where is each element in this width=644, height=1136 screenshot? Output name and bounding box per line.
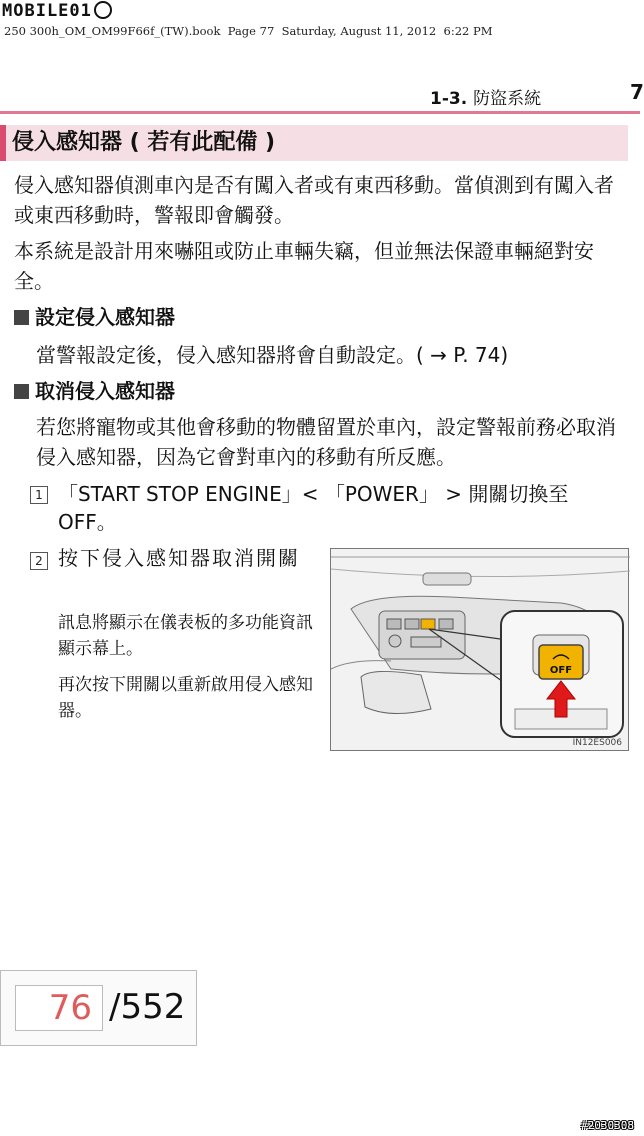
step-2-text: 按下侵入感知器取消開關 [58,546,300,570]
page-title: 侵入感知器 ( 若有此配備 ) [0,125,628,161]
section-title: 防盜系統 [473,89,542,109]
overhead-console-illustration [330,548,629,751]
cancel-body: 若您將寵物或其他會移動的物體留置於車內，設定警報前務必取消侵入感知器，因為它會對車內的移動有所反應。 [36,415,616,469]
section-header [430,84,541,109]
set-body-text: 當警報設定後，侵入感知器將會自動設定。( → P. 74) [36,343,509,367]
set-body [36,340,628,370]
watermark: #2030308 [581,1119,634,1132]
set-heading-text: 設定侵入感知器 [35,305,175,329]
section-number: 1-3. [430,89,468,109]
set-heading [14,302,175,332]
header-rule [0,111,640,114]
site-logo-text: MOBILE01 [2,1,92,21]
total-pages: /552 [109,987,186,1027]
page-counter [0,970,197,1046]
step-1-text: 「START STOP ENGINE」< 「POWER」 > 開關切換至 OFF。 [58,482,569,534]
off-button-label: OFF [549,665,573,676]
intro-paragraph-1: 侵入感知器偵測車內是否有闖入者或有東西移動。當偵測到有闖入者或東西移動時，警報即會觸發。 [14,173,614,227]
page-corner-number: 7 [630,80,644,104]
file-meta: 250 300h_OM_OM99F66f_(TW).book Page 77 Saturday, August 11, 2012 6:22 PM [4,24,493,38]
top-bar [0,0,640,22]
step-2-number: 2 [30,552,48,570]
figure-code: IN12ES006 [572,738,622,748]
current-page-input[interactable]: 76 [15,985,103,1031]
site-logo[interactable] [2,1,112,21]
square-bullet-icon [14,310,29,325]
note-1: 訊息將顯示在儀表板的多功能資訊顯示幕上。 [58,613,313,659]
cancel-heading-text: 取消侵入感知器 [35,379,175,403]
square-bullet-icon [14,384,29,399]
note-2: 再次按下開關以重新啟用侵入感知器。 [58,675,313,721]
intro-paragraph-2: 本系統是設計用來嚇阻或防止車輛失竊，但並無法保證車輛絕對安全。 [14,239,594,293]
smiley-icon [94,1,112,19]
cancel-heading [14,376,175,406]
console-drawing [331,549,630,752]
step-1-number: 1 [30,486,48,504]
